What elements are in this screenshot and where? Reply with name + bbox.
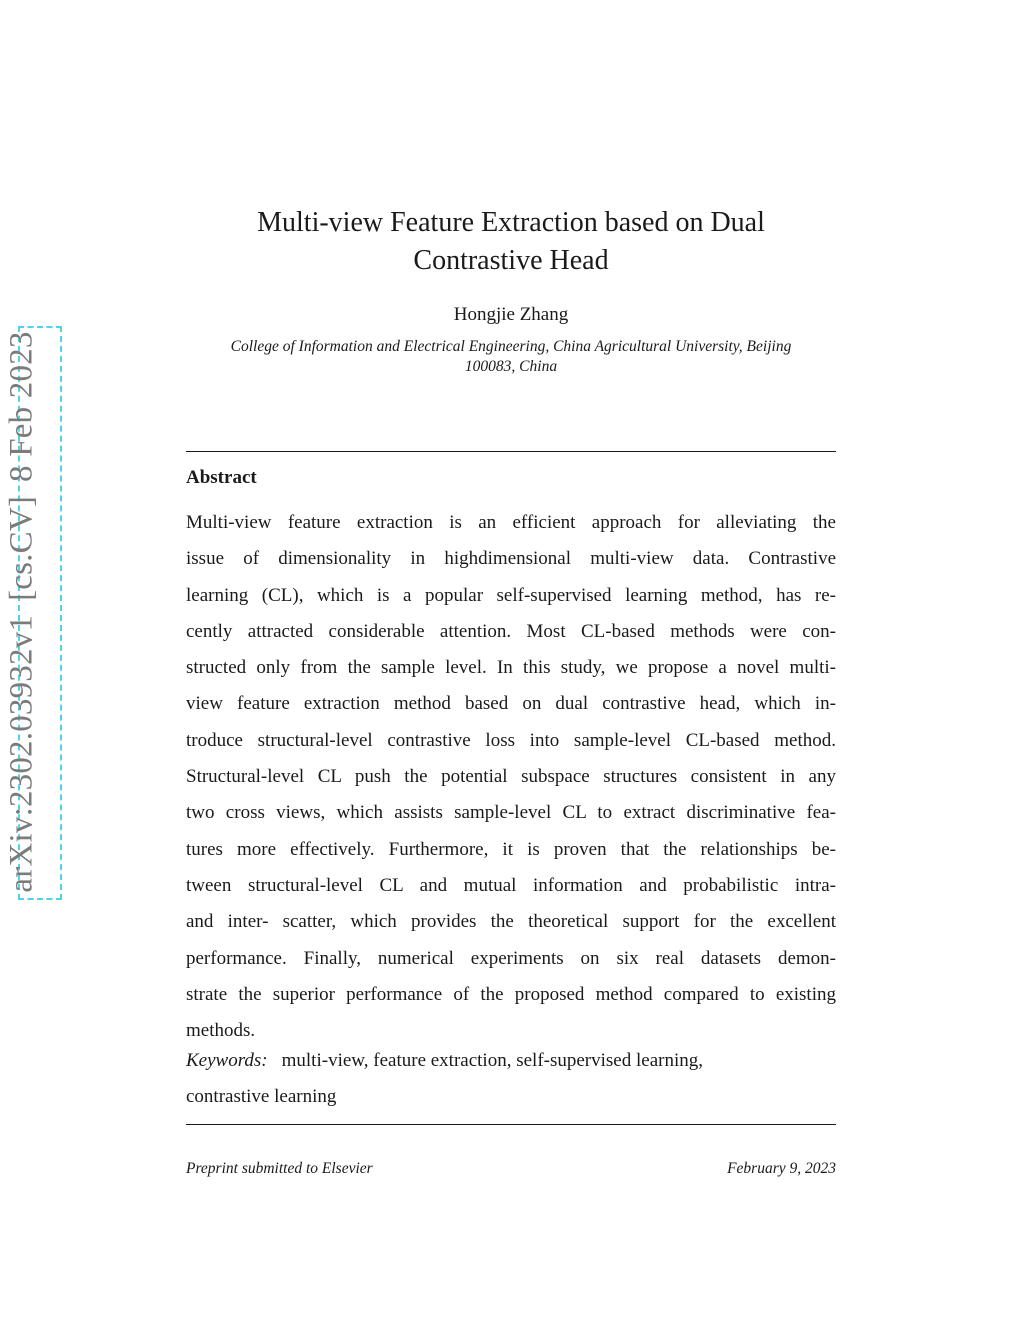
arxiv-category: [cs.CV] [3,495,40,601]
footer-date: February 9, 2023 [727,1160,836,1177]
abstract-line: troduce structural-level contrastive loss into sample-level CL-based method. [186,729,836,751]
abstract-line: view feature extraction method based on dual contrastive head, which in- [186,693,836,715]
title-line: Contrastive Head [413,245,609,276]
keywords-label: Keywords: [186,1050,268,1071]
abstract-line: Structural-level CL push the potential subspace structures consistent in any [186,766,836,788]
abstract-line: and inter- scatter, which provides the theoretical support for the excellent [186,911,836,933]
abstract-line: issue of dimensionality in highdimensional multi-view data. Contrastive [186,548,836,570]
author-name: Hongjie Zhang [453,304,569,325]
abstract-line: performance. Finally, numerical experiments on six real datasets demon- [186,947,836,969]
paper-title [186,204,836,280]
abstract-heading: Abstract [186,467,257,488]
abstract-line: learning (CL), which is a popular self-supervised learning method, has re- [186,584,836,606]
affiliation-line: 100083, China [464,358,558,375]
arxiv-id: arXiv:2302.03932v1 [3,614,40,893]
title-line: Multi-view Feature Extraction based on Dual [257,207,765,238]
abstract-line: structed only from the sample level. In this study, we propose a novel multi- [186,657,836,679]
abstract-line: Multi-view feature extraction is an efficient approach for alleviating the [186,512,836,533]
affiliation [180,337,842,377]
abstract-line: methods. [186,1020,256,1042]
affiliation-line: College of Information and Electrical Engineering, China Agricultural University, Beijing [230,338,792,355]
abstract-line: tures more effectively. Furthermore, it is proven that the relationships be- [186,838,836,860]
keywords [186,1043,836,1116]
abstract-line: cently attracted considerable attention. Most CL-based methods were con- [186,620,836,642]
bottom-rule [186,1124,836,1125]
top-rule [186,451,836,452]
arxiv-stamp [4,331,41,892]
abstract-body [186,505,836,1049]
abstract-line: two cross views, which assists sample-level CL to extract discriminative fea- [186,802,836,824]
abstract-line: strate the superior performance of the proposed method compared to existing [186,983,836,1005]
arxiv-date: 8 Feb 2023 [3,331,40,482]
keywords-list: contrastive learning [186,1086,337,1108]
footer-preprint-note: Preprint submitted to Elsevier [186,1160,373,1177]
abstract-line: tween structural-level CL and mutual information and probabilistic intra- [186,874,836,896]
keywords-list: multi-view, feature extraction, self-supervised learning, [281,1050,703,1071]
